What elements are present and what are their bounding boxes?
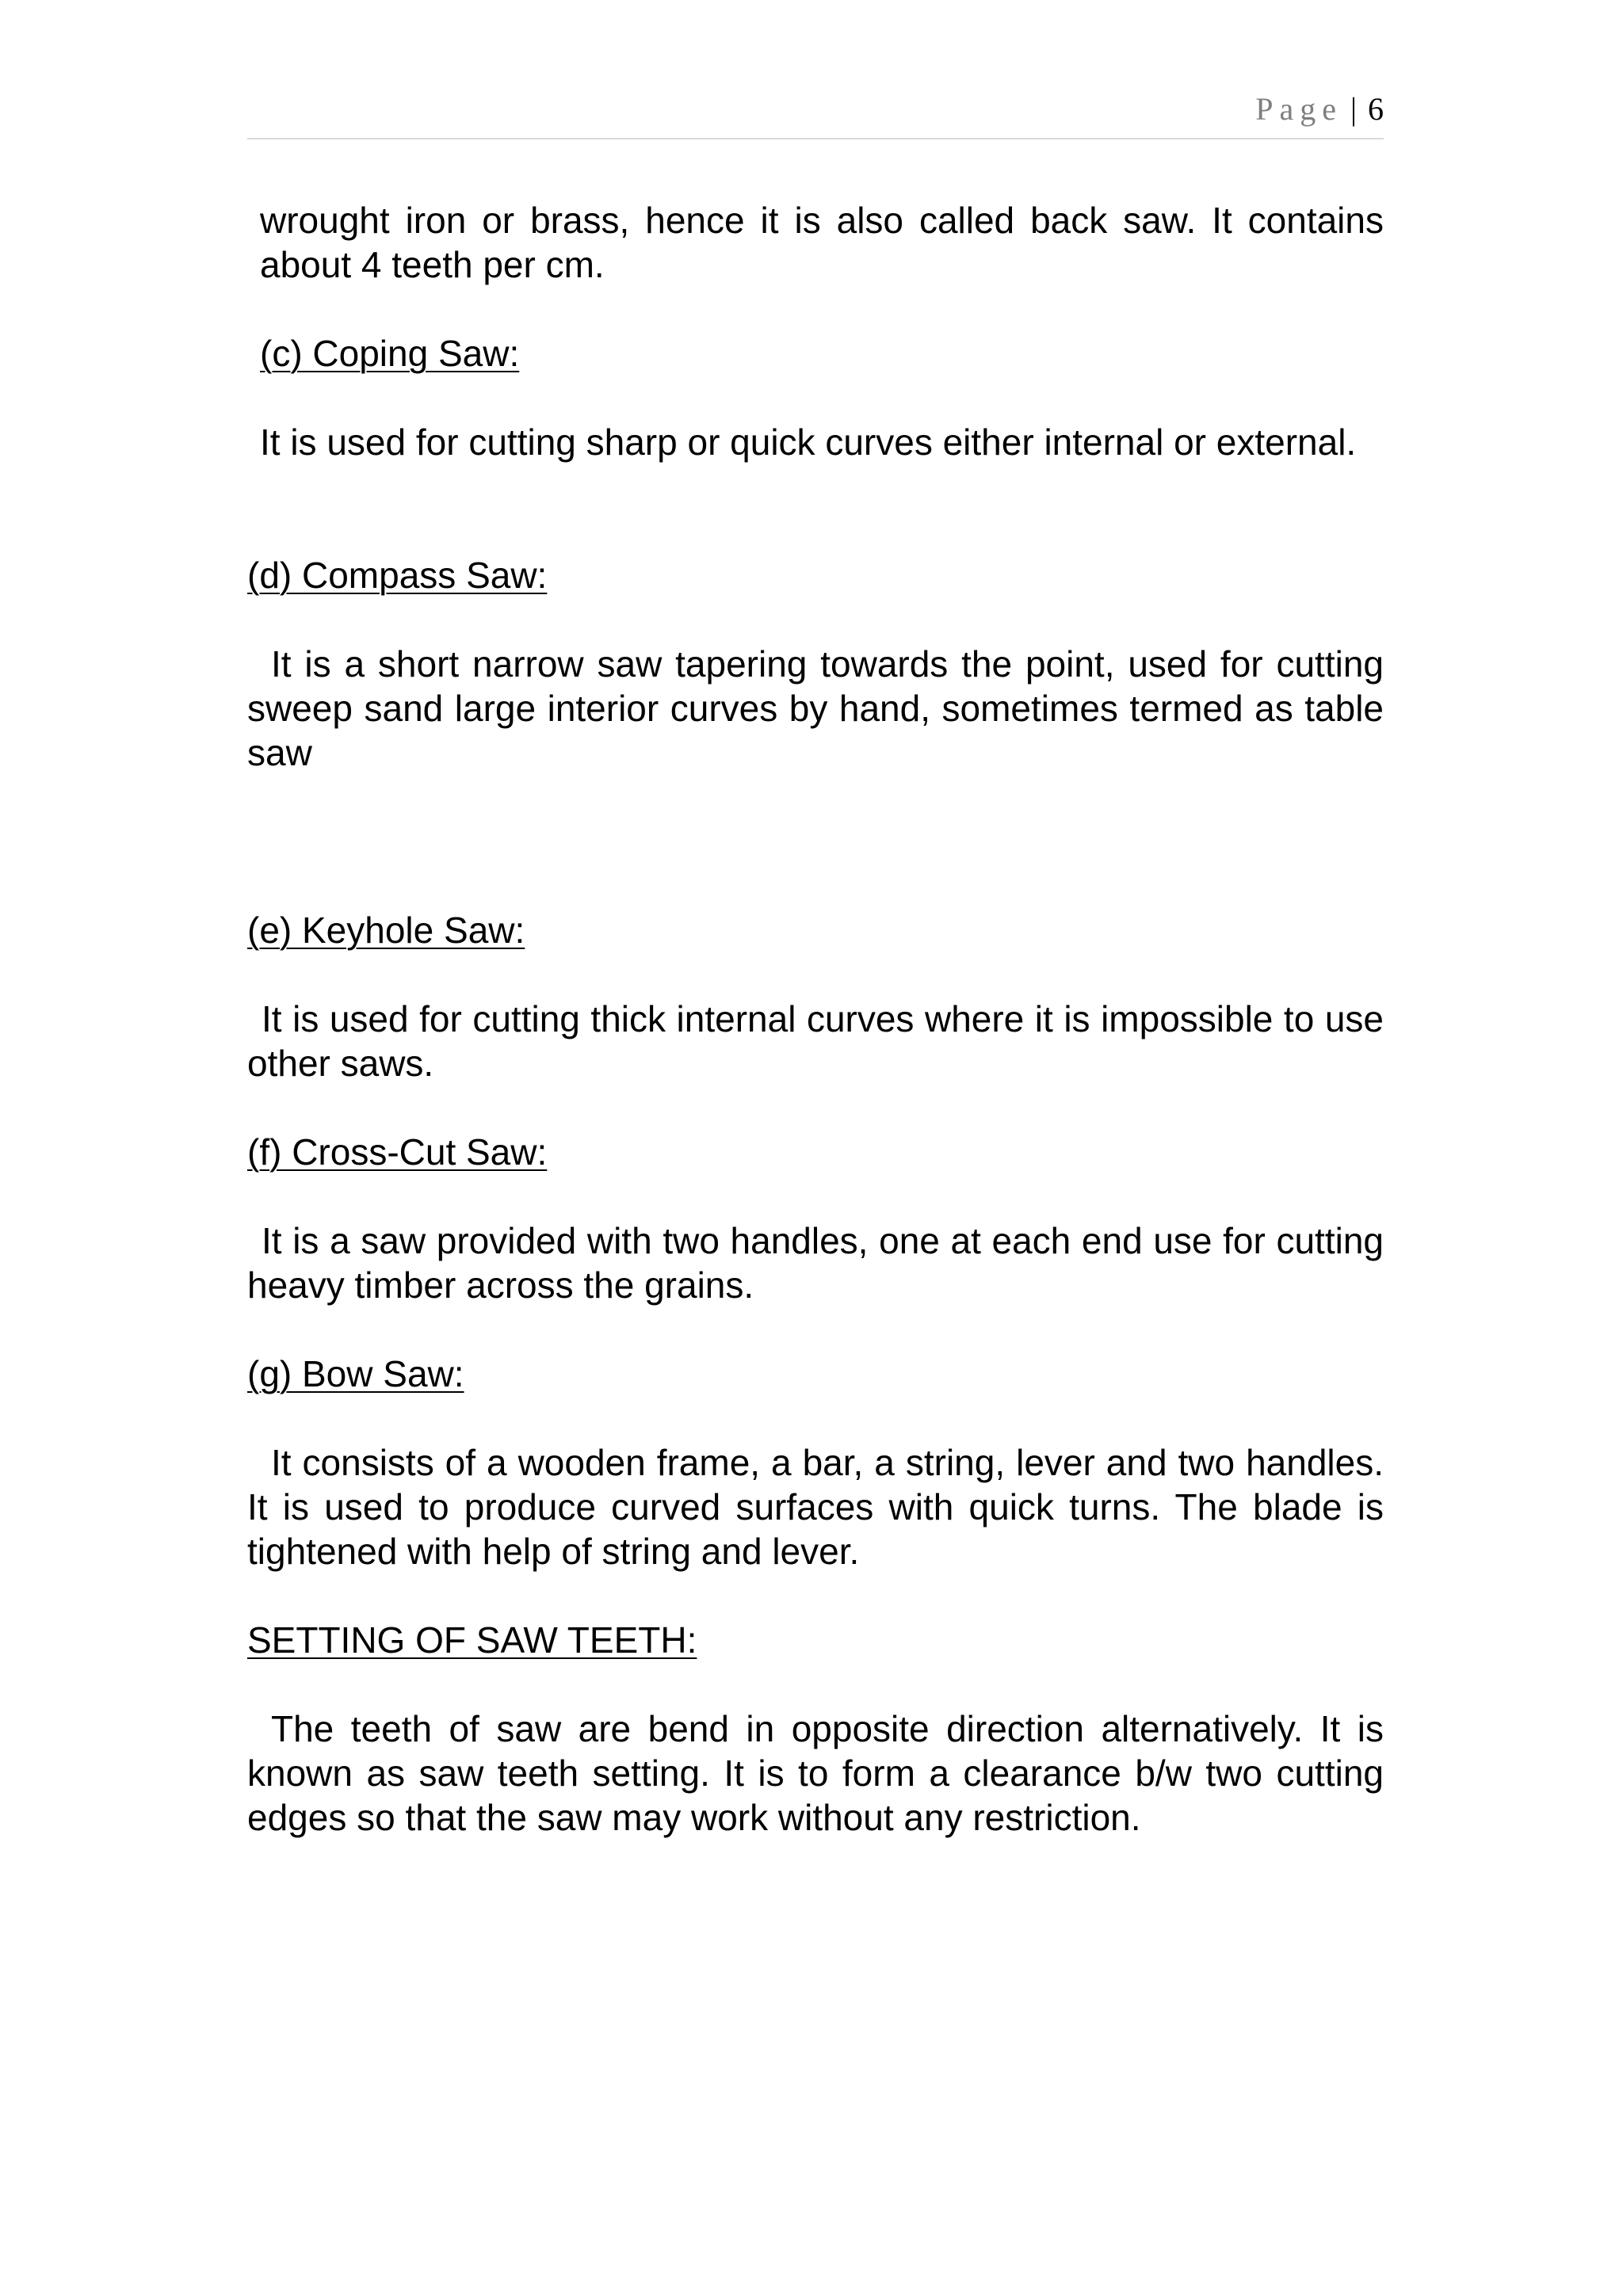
page-separator: | (1350, 91, 1357, 127)
compass-saw-heading: (d) Compass Saw: (247, 555, 548, 596)
compass-saw-paragraph: It is a short narrow saw tapering towards the point, used for cutting sweep sand large interior curves by hand, sometimes termed as table saw (247, 643, 1384, 773)
bow-saw-heading: (g) Bow Saw: (247, 1353, 464, 1394)
page-label: Page (1255, 91, 1342, 127)
bow-saw-paragraph: It consists of a wooden frame, a bar, a string, lever and two handles. It is used to produce curved surfaces with quick turns. The blade is tightened with help of string and lever. (247, 1442, 1384, 1572)
keyhole-saw-paragraph: It is used for cutting thick internal curves where it is impossible to use other saws. (247, 998, 1384, 1084)
setting-saw-teeth-paragraph: The teeth of saw are bend in opposite direction alternatively. It is known as saw teeth setting. It is to form a clearance b/w two cutting edges so that the saw may work without any restriction. (247, 1708, 1384, 1838)
cross-cut-saw-heading: (f) Cross-Cut Saw: (247, 1131, 548, 1173)
intro-paragraph: wrought iron or brass, hence it is also called back saw. It contains about 4 teeth per cm. (260, 200, 1384, 285)
coping-saw-heading: (c) Coping Saw: (260, 333, 520, 374)
page-header (247, 93, 1384, 139)
page-number: 6 (1368, 91, 1384, 127)
cross-cut-saw-paragraph: It is a saw provided with two handles, one at each end use for cutting heavy timber across the grains. (247, 1220, 1384, 1306)
keyhole-saw-heading: (e) Keyhole Saw: (247, 910, 525, 951)
coping-saw-paragraph: It is used for cutting sharp or quick curves either internal or external. (260, 421, 1357, 463)
setting-saw-teeth-heading: SETTING OF SAW TEETH: (247, 1619, 697, 1661)
